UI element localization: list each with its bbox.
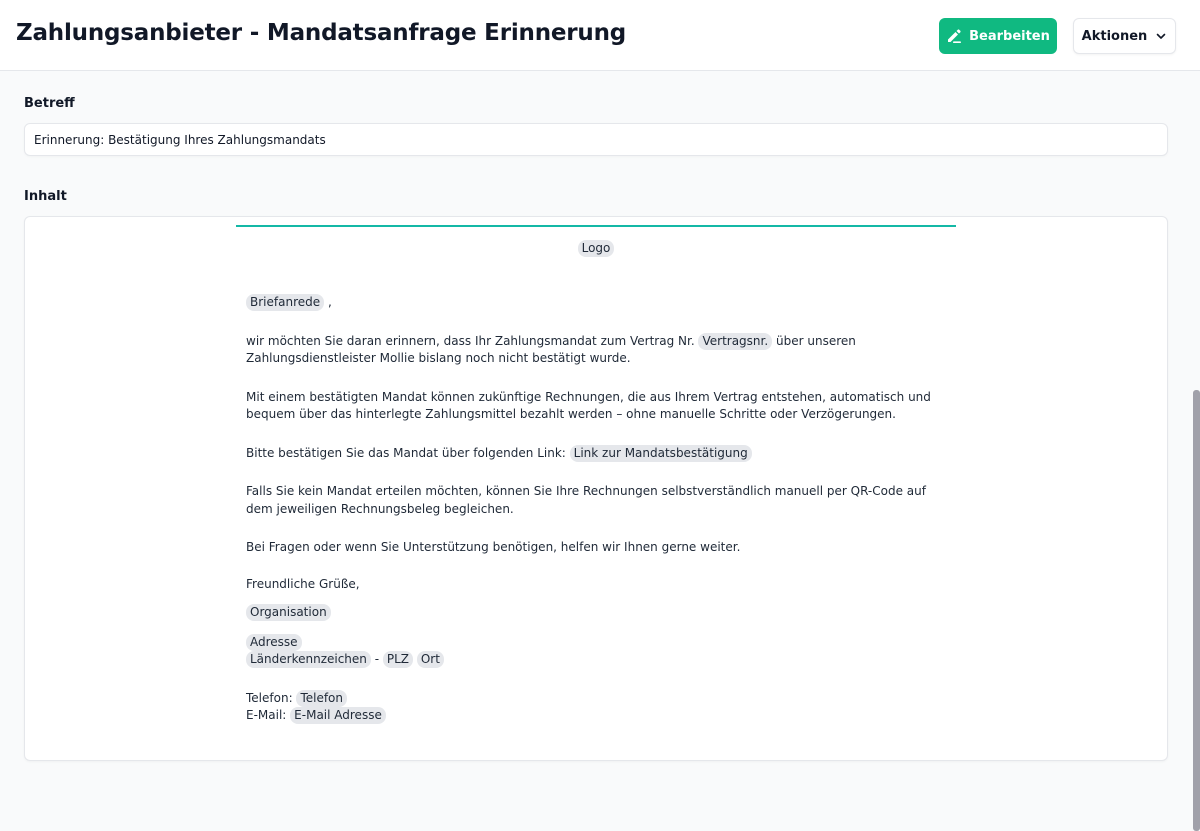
paragraph-qr-code: Falls Sie kein Mandat erteilen möchten, können Sie Ihre Rechnungen selbstverständlich manuell per QR-Code auf dem jeweiligen Rechnungsbeleg begleichen.	[246, 484, 926, 516]
subject-label: Betreff	[24, 96, 75, 111]
zip-placeholder: PLZ	[383, 651, 413, 668]
logo-placeholder: Logo	[578, 240, 615, 257]
paragraph-benefits: Mit einem bestätigten Mandat können zukünftige Rechnungen, die aus Ihrem Vertrag entstehen, automatisch und bequem über das hinterlegte Zahlungsmittel bezahlt werden – ohne manuelle Schritte oder Verzögerungen.	[246, 389, 931, 421]
email-placeholder: E-Mail Adresse	[290, 707, 386, 724]
email-label: E-Mail:	[246, 708, 287, 722]
salutation-placeholder: Briefanrede	[246, 294, 324, 311]
organisation-line	[246, 604, 946, 622]
actions-dropdown-button[interactable]	[1073, 18, 1176, 54]
organisation-placeholder: Organisation	[246, 604, 331, 621]
logo-row	[25, 237, 1167, 257]
letter-body	[246, 294, 946, 725]
paragraph-link	[246, 445, 946, 463]
header-divider	[236, 225, 956, 227]
paragraph-reminder-text-b: über unseren Zahlungsdienstleister Mollie bislang noch nicht bestätigt wurde.	[246, 333, 856, 365]
content-preview	[24, 216, 1168, 761]
closing-line: Freundliche Grüße,	[246, 576, 360, 591]
contract-number-placeholder: Vertragsnr.	[698, 333, 772, 350]
paragraph-support: Bei Fragen oder wenn Sie Unterstützung benötigen, helfen wir Ihnen gerne weiter.	[246, 540, 741, 554]
subject-input[interactable]	[24, 123, 1168, 156]
paragraph-reminder	[246, 333, 946, 368]
city-line: Länderkennzeichen - PLZ Ort	[246, 651, 946, 669]
pencil-icon	[946, 28, 962, 44]
address-line	[246, 634, 946, 652]
page-header	[0, 0, 1200, 71]
mandate-link-placeholder: Link zur Mandatsbestätigung	[570, 445, 752, 462]
actions-button-label: Aktionen	[1081, 28, 1148, 44]
salutation-line: Briefanrede ,	[246, 294, 946, 312]
phone-label: Telefon:	[246, 690, 293, 705]
email-line	[246, 707, 946, 725]
country-code-placeholder: Länderkennzeichen	[246, 651, 371, 668]
chevron-down-icon	[1155, 30, 1167, 42]
paragraph-link-text: Bitte bestätigen Sie das Mandat über folgenden Link:	[246, 445, 566, 460]
page-title: Zahlungsanbieter - Mandatsanfrage Erinnerung	[16, 20, 627, 46]
phone-line	[246, 690, 946, 708]
edit-button[interactable]	[939, 18, 1057, 54]
phone-placeholder: Telefon	[296, 690, 347, 707]
paragraph-reminder-text-a: wir möchten Sie daran erinnern, dass Ihr Zahlungsmandat zum Vertrag Nr.	[246, 333, 695, 348]
content-label: Inhalt	[24, 189, 67, 204]
scrollbar-thumb[interactable]	[1193, 390, 1200, 831]
edit-button-label: Bearbeiten	[969, 28, 1050, 44]
address-placeholder: Adresse	[246, 634, 302, 651]
city-placeholder: Ort	[417, 651, 444, 668]
